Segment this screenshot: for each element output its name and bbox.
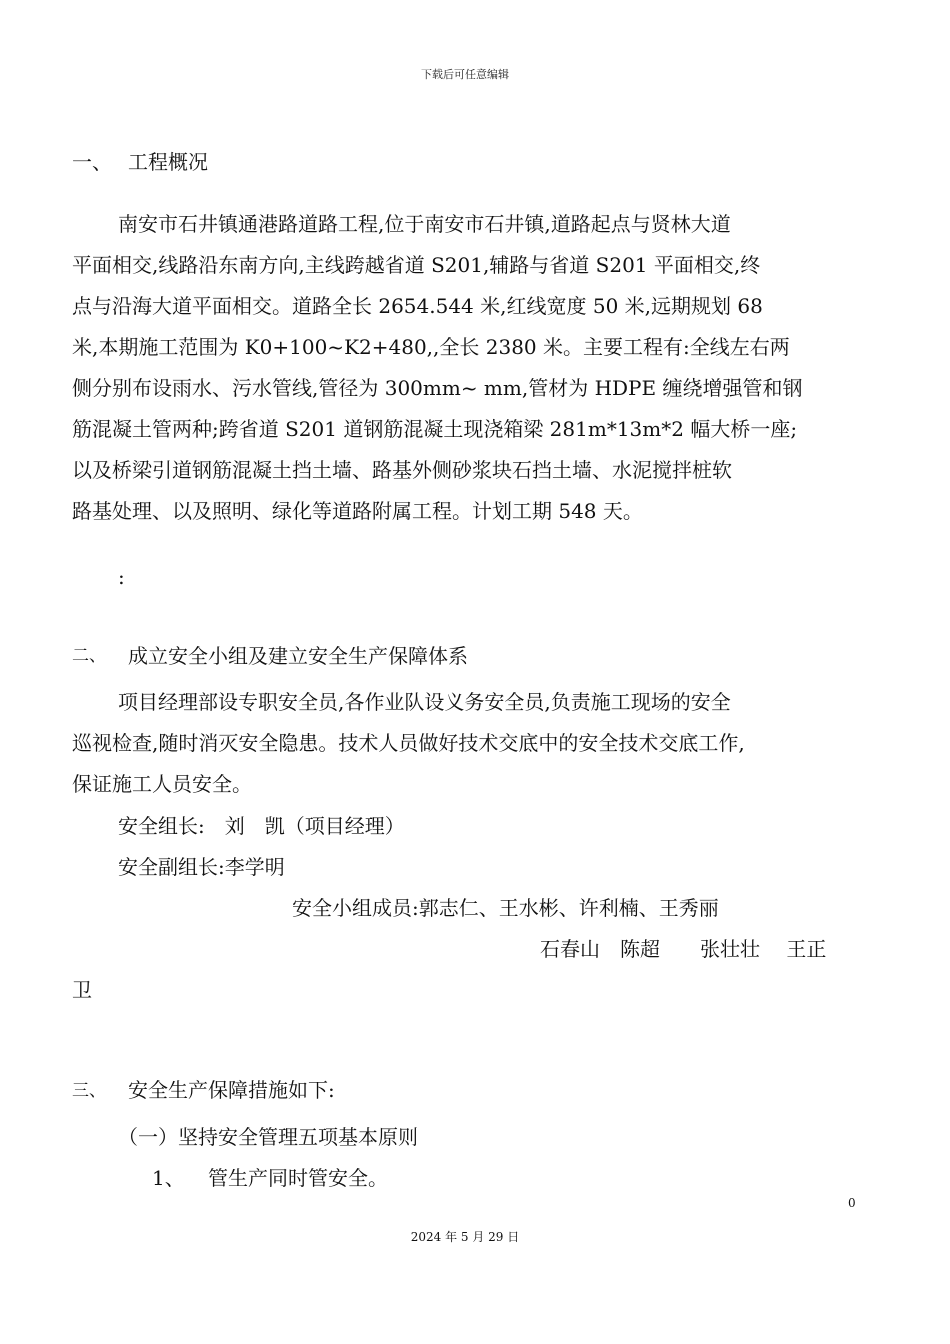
subsection-1-title: （一）坚持安全管理五项基本原则	[118, 1125, 418, 1149]
section1-line-8: 路基处理、以及照明、绿化等道路附属工程。计划工期 548 天。	[72, 499, 643, 523]
section1-colon: :	[118, 565, 125, 589]
section1-line-5: 侧分别布设雨水、污水管线,管径为 300mm~ mm,管材为 HDPE 缠绕增强管和钢	[72, 376, 803, 400]
item-1-text: 管生产同时管安全。	[208, 1166, 388, 1190]
section2-title: 成立安全小组及建立安全生产保障体系	[128, 644, 468, 668]
page-header: 下载后可任意编辑	[421, 68, 509, 81]
page-footer-date: 2024 年 5 月 29 日	[410, 1230, 520, 1244]
section1-line-3: 点与沿海大道平面相交。道路全长 2654.544 米,红线宽度 50 米,远期规划 68	[72, 294, 763, 318]
section3-number: 三、	[72, 1081, 106, 1101]
section1-number: 一、	[72, 150, 112, 174]
page-number: 0	[848, 1196, 856, 1210]
item-1-number: 1、	[152, 1166, 185, 1190]
section2-line-3: 保证施工人员安全。	[72, 772, 252, 796]
section2-line-2: 巡视检查,随时消灭安全隐患。技术人员做好技术交底中的安全技术交底工作,	[72, 731, 745, 755]
safety-members-line-3: 卫	[72, 978, 92, 1002]
section2-line-1: 项目经理部设专职安全员,各作业队设义务安全员,负责施工现场的安全	[118, 690, 731, 714]
section1-line-1: 南安市石井镇通港路道路工程,位于南安市石井镇,道路起点与贤林大道	[118, 212, 731, 236]
safety-members-line-1: 安全小组成员:郭志仁、王水彬、许利楠、王秀丽	[292, 896, 719, 920]
section1-line-6: 筋混凝土管两种;跨省道 S201 道钢筋混凝土现浇箱梁 281m*13m*2 幅大桥一座;	[72, 417, 798, 441]
safety-deputy-leader: 安全副组长:李学明	[118, 855, 285, 879]
section1-line-4: 米,本期施工范围为 K0+100~K2+480,,全长 2380 米。主要工程有:全线左右两	[72, 335, 790, 359]
section1-line-7: 以及桥梁引道钢筋混凝土挡土墙、路基外侧砂浆块石挡土墙、水泥搅拌桩软	[72, 458, 732, 482]
safety-leader: 安全组长: 刘 凯（项目经理）	[118, 814, 405, 838]
section3-title: 安全生产保障措施如下:	[128, 1078, 335, 1102]
section1-line-2: 平面相交,线路沿东南方向,主线跨越省道 S201,辅路与省道 S201 平面相交,终	[72, 253, 761, 277]
section2-number: 二、	[72, 646, 106, 666]
section1-title: 工程概况	[128, 150, 208, 174]
safety-members-line-2: 石春山 陈超 张壮壮 王正	[540, 937, 827, 961]
